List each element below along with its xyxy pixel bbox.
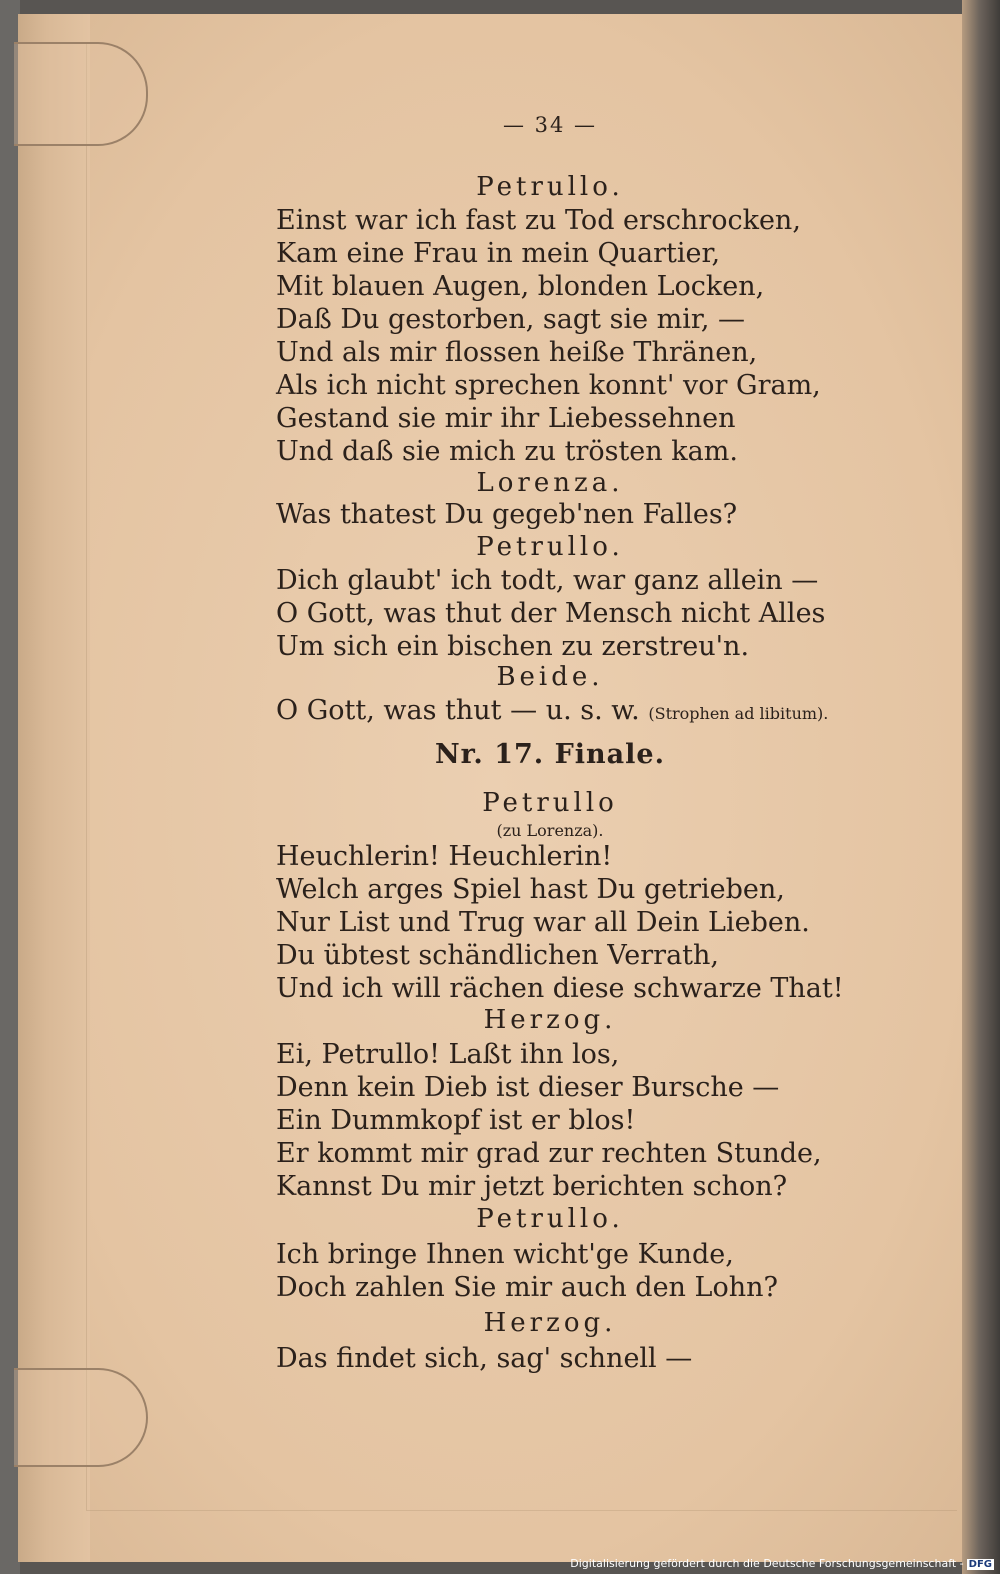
stage-direction: (zu Lorenza). — [496, 821, 604, 840]
verse-line: Du übtest schändlichen Verrath, — [276, 940, 720, 971]
page-number: — 34 — — [502, 113, 598, 137]
verse-line: Einst war ich fast zu Tod erschrocken, — [276, 205, 801, 236]
speaker-name: Lorenza. — [476, 468, 624, 498]
stage-note: (Strophen ad libitum). — [648, 704, 829, 723]
verse-line: Das findet sich, sag' schnell — — [276, 1343, 693, 1374]
speaker-name: Petrullo. — [476, 172, 624, 202]
verse-line: Nur List und Trug war all Dein Lieben. — [276, 907, 810, 938]
verse-line: Heuchlerin! Heuchlerin! — [276, 841, 613, 872]
verse-line: Dich glaubt' ich todt, war ganz allein — — [276, 565, 819, 596]
verse-line: Er kommt mir grad zur rechten Stunde, — [276, 1138, 822, 1169]
verse-line: Gestand sie mir ihr Liebessehnen — [276, 403, 736, 434]
speaker-name: Herzog. — [483, 1308, 617, 1338]
verse-line: Doch zahlen Sie mir auch den Lohn? — [276, 1272, 778, 1303]
verse-line: Welch arges Spiel hast Du getrieben, — [276, 874, 785, 905]
verse-line: Ich bringe Ihnen wicht'ge Kunde, — [276, 1239, 734, 1270]
verse-line: Und ich will rächen diese schwarze That! — [276, 973, 844, 1004]
speaker-name: Herzog. — [483, 1005, 617, 1035]
verse-line: Denn kein Dieb ist dieser Bursche — — [276, 1072, 780, 1103]
verse-line: Kannst Du mir jetzt berichten schon? — [276, 1171, 788, 1202]
dfg-logo: DFG — [968, 1559, 992, 1570]
verse-line: Mit blauen Augen, blonden Locken, — [276, 271, 765, 302]
verse-line: Und als mir flossen heiße Thränen, — [276, 337, 758, 368]
verse-line: O Gott, was thut der Mensch nicht Alles — [276, 598, 826, 629]
verse-line: Und daß sie mich zu trösten kam. — [276, 436, 738, 467]
verse-text: O Gott, was thut — u. s. w. — [276, 695, 640, 726]
digitization-credit — [570, 1557, 994, 1570]
verse-line: Ein Dummkopf ist er blos! — [276, 1105, 636, 1136]
speaker-name: Petrullo. — [476, 532, 624, 562]
credit-text: Digitalisierung gefördert durch die Deutsche Forschungsgemeinschaft - — [570, 1557, 964, 1570]
speaker-name: Beide. — [496, 662, 604, 692]
speaker-name: Petrullo — [482, 788, 618, 818]
verse-line — [276, 694, 828, 731]
verse-line: Als ich nicht sprechen konnt' vor Gram, — [276, 370, 821, 401]
verse-line: Was thatest Du gegeb'nen Falles? — [276, 499, 738, 530]
speaker-name: Petrullo. — [476, 1204, 624, 1234]
verse-line: Ei, Petrullo! Laßt ihn los, — [276, 1039, 620, 1070]
verse-line: Um sich ein bischen zu zerstreu'n. — [276, 631, 750, 662]
verse-line: Daß Du gestorben, sagt sie mir, — — [276, 304, 745, 335]
section-heading: Nr. 17. Finale. — [435, 739, 665, 770]
verse-line: Kam eine Frau in mein Quartier, — [276, 238, 721, 269]
